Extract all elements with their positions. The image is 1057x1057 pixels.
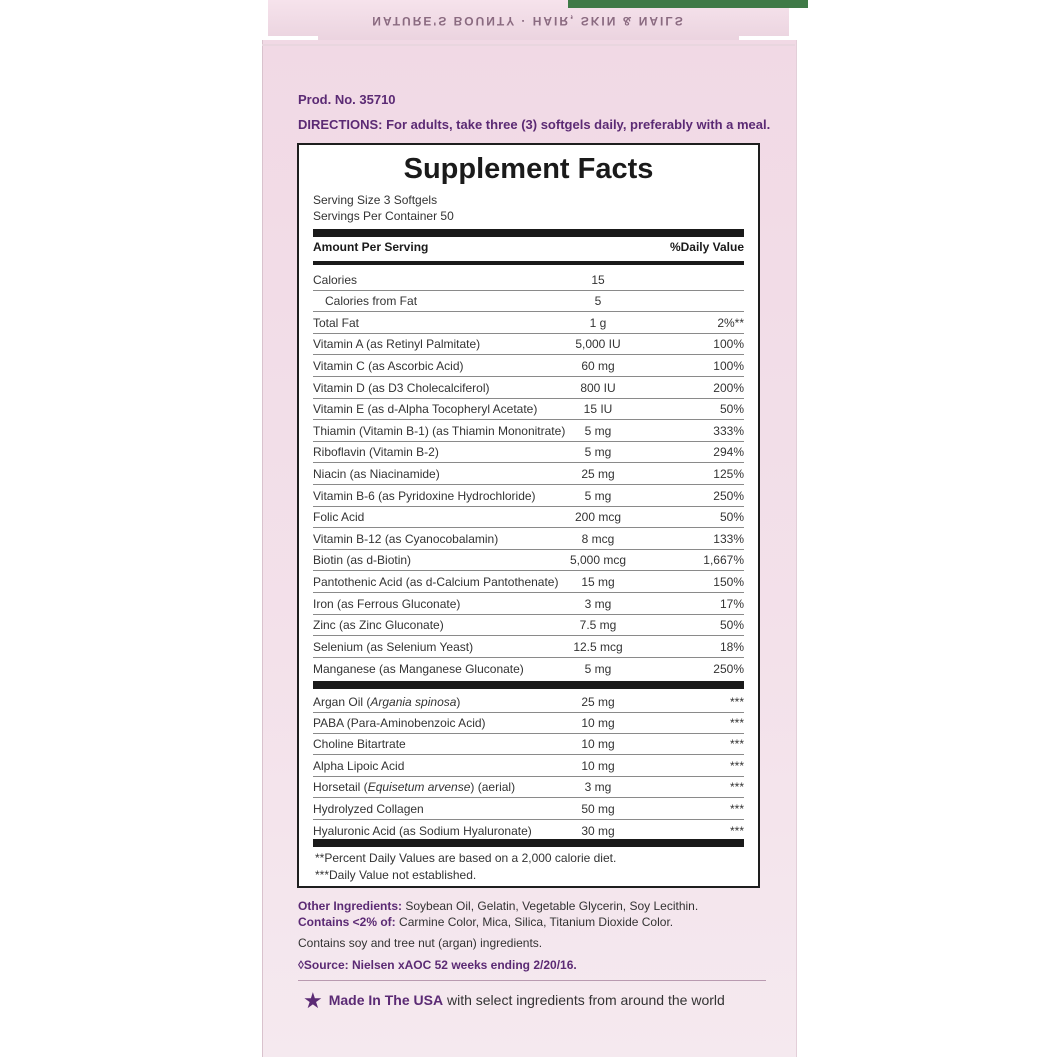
nutrient-daily-value: 50% <box>719 402 744 417</box>
ingredient-amount: 30 mg <box>581 823 615 838</box>
divider <box>298 980 766 981</box>
contains-label: Contains <2% of: <box>298 915 396 929</box>
ingredient-latin-name: Argania spinosa <box>370 694 457 709</box>
nutrient-amount: 12.5 mcg <box>573 639 623 654</box>
ingredient-name <box>313 759 404 773</box>
thick-rule-top <box>313 229 744 237</box>
nutrient-daily-value: 2%** <box>717 315 744 330</box>
ingredient-name <box>313 695 460 709</box>
nutrient-daily-value: 50% <box>719 618 744 633</box>
nutrient-amount: 5 mg <box>584 488 612 503</box>
nutrient-name: Vitamin D (as D3 Cholecalciferol) <box>313 380 490 395</box>
nutrient-amount: 800 IU <box>580 380 616 395</box>
directions: DIRECTIONS: For adults, take three (3) softgels daily, preferably with a meal. <box>298 117 771 132</box>
nutrient-name: Vitamin B-12 (as Cyanocobalamin) <box>313 531 499 546</box>
nutrient-name: Vitamin C (as Ascorbic Acid) <box>313 358 464 373</box>
ingredient-amount: 3 mg <box>584 780 612 795</box>
other-ingredients-label: Other Ingredients: <box>298 899 403 913</box>
made-in-usa <box>303 988 725 1014</box>
ingredient-amount: 50 mg <box>581 801 615 816</box>
ingredient-amount: 10 mg <box>581 737 615 752</box>
serving-size: Serving Size 3 Softgels <box>313 193 438 207</box>
ingredient-name <box>313 802 424 816</box>
table-row <box>313 269 744 291</box>
table-row <box>313 507 744 529</box>
nutrient-daily-value: 100% <box>713 358 744 373</box>
table-row <box>313 798 744 820</box>
table-row <box>313 819 744 841</box>
nutrient-daily-value: 333% <box>713 423 744 438</box>
nutrient-name: Vitamin E (as d-Alpha Tocopheryl Acetate) <box>313 402 538 417</box>
nutrient-daily-value: 17% <box>719 596 744 611</box>
ingredient-amount: 10 mg <box>581 758 615 773</box>
nutrient-daily-value: 100% <box>713 337 744 352</box>
nutrient-amount: 15 mg <box>581 574 615 589</box>
nutrient-amount: 200 mcg <box>574 510 622 525</box>
ingredient-daily-value: *** <box>729 780 744 795</box>
nutrient-name: Biotin (as d-Biotin) <box>313 553 412 568</box>
ingredient-name <box>313 716 486 730</box>
table-row <box>313 377 744 399</box>
nutrient-amount: 5,000 mcg <box>569 553 627 568</box>
nutrient-amount: 5,000 IU <box>575 337 621 352</box>
table-row <box>313 463 744 485</box>
table-row <box>313 312 744 334</box>
ingredient-name-text: Choline Bitartrate <box>313 737 406 752</box>
nutrient-amount: 7.5 mg <box>579 618 617 633</box>
flap-green-band <box>568 0 808 8</box>
other-ingredients <box>298 898 768 930</box>
nutrient-amount: 5 mg <box>584 662 612 677</box>
nutrient-amount: 15 <box>591 272 605 287</box>
nutrient-amount: 5 mg <box>584 423 612 438</box>
table-row <box>313 777 744 799</box>
nutrient-amount: 1 g <box>589 315 607 330</box>
nutrient-daily-value: 1,667% <box>703 553 744 568</box>
nutrient-name: Thiamin (Vitamin B-1) (as Thiamin Mononitrate) <box>313 423 566 438</box>
flap-mirrored-text: NATURE'S BOUNTY · HAIR, SKIN & NAILS <box>372 14 685 28</box>
daily-value-header: %Daily Value <box>669 240 744 254</box>
thick-rule-middle <box>313 681 744 689</box>
product-number: Prod. No. 35710 <box>298 92 396 107</box>
nutrient-amount: 15 IU <box>583 402 613 417</box>
nutrient-daily-value: 125% <box>713 466 744 481</box>
ingredient-name <box>313 737 406 751</box>
allergen-note: Contains soy and tree nut (argan) ingredients. <box>298 936 543 950</box>
ingredient-daily-value: *** <box>729 823 744 838</box>
nutrient-name: Calories from Fat <box>325 294 418 309</box>
ingredient-name <box>313 780 515 794</box>
footnote-daily-values: **Percent Daily Values are based on a 2,000 calorie diet. <box>315 851 617 865</box>
ingredient-daily-value: *** <box>729 694 744 709</box>
nutrient-amount: 60 mg <box>581 358 615 373</box>
nutrient-daily-value: 250% <box>713 662 744 677</box>
table-row <box>313 399 744 421</box>
table-row <box>313 658 744 680</box>
thick-rule-header <box>313 261 744 265</box>
table-row <box>313 734 744 756</box>
table-row <box>313 615 744 637</box>
nutrient-amount: 5 mg <box>584 445 612 460</box>
ingredient-daily-value: *** <box>729 715 744 730</box>
table-row <box>313 593 744 615</box>
ingredient-daily-value: *** <box>729 737 744 752</box>
made-in-rest: with select ingredients from around the world <box>443 992 725 1008</box>
nutrient-name: Zinc (as Zinc Gluconate) <box>313 618 444 633</box>
table-row <box>313 442 744 464</box>
ingredient-name-text: PABA (Para-Aminobenzoic Acid) <box>313 715 486 730</box>
table-row <box>313 485 744 507</box>
table-row <box>313 528 744 550</box>
ingredient-name-text: Hyaluronic Acid (as Sodium Hyaluronate) <box>313 823 532 838</box>
ingredient-name-suffix: ) <box>456 694 461 709</box>
nutrient-name: Riboflavin (Vitamin B-2) <box>313 445 439 460</box>
made-in-label: Made In The USA <box>328 992 444 1008</box>
footnote-not-established: ***Daily Value not established. <box>315 868 477 882</box>
nutrient-daily-value: 294% <box>713 445 744 460</box>
nutrient-amount: 25 mg <box>581 466 615 481</box>
nutrient-name: Folic Acid <box>313 510 365 525</box>
source-note: ◊Source: Nielsen xAOC 52 weeks ending 2/20/16. <box>298 958 577 972</box>
contains-text: Carmine Color, Mica, Silica, Titanium Dioxide Color. <box>395 915 674 929</box>
table-row <box>313 334 744 356</box>
table-row <box>313 712 744 734</box>
nutrient-amount: 8 mcg <box>581 531 615 546</box>
table-row <box>313 755 744 777</box>
ingredient-amount: 10 mg <box>581 715 615 730</box>
star-icon: ★ <box>303 988 323 1013</box>
nutrient-name: Calories <box>313 272 358 287</box>
table-row <box>313 291 744 313</box>
ingredient-name-text: Hydrolyzed Collagen <box>313 801 424 816</box>
nutrient-daily-value: 150% <box>713 574 744 589</box>
nutrient-daily-value: 18% <box>719 639 744 654</box>
thick-rule-bottom <box>313 839 744 847</box>
nutrient-name: Selenium (as Selenium Yeast) <box>313 639 474 654</box>
table-row <box>313 550 744 572</box>
ingredient-name-text: Argan Oil ( <box>313 694 371 709</box>
nutrient-daily-value: 200% <box>713 380 744 395</box>
nutrient-daily-value: 133% <box>713 531 744 546</box>
ingredient-name-text: Alpha Lipoic Acid <box>313 758 405 773</box>
nutrient-daily-value: 50% <box>719 510 744 525</box>
ingredient-daily-value: *** <box>729 801 744 816</box>
nutrient-name: Vitamin A (as Retinyl Palmitate) <box>313 337 481 352</box>
table-row <box>313 420 744 442</box>
table-row <box>313 355 744 377</box>
table-row <box>313 636 744 658</box>
table-row <box>313 691 744 713</box>
nutrient-daily-value: 250% <box>713 488 744 503</box>
box-edge-line <box>262 44 795 46</box>
nutrient-amount: 3 mg <box>584 596 612 611</box>
ingredient-name <box>313 824 532 838</box>
facts-title: Supplement Facts <box>403 153 654 185</box>
ingredient-name-text: Horsetail ( <box>313 780 368 795</box>
ingredient-name-suffix: ) (aerial) <box>470 780 516 795</box>
nutrient-name: Pantothenic Acid (as d-Calcium Pantothenate) <box>313 574 559 589</box>
nutrient-name: Manganese (as Manganese Gluconate) <box>313 662 524 677</box>
box-top-flap <box>268 0 789 45</box>
nutrient-amount: 5 <box>594 294 602 309</box>
amount-header-row <box>313 240 744 254</box>
other-ingredients-text: Soybean Oil, Gelatin, Vegetable Glycerin, Soy Lecithin. <box>402 899 699 913</box>
table-row <box>313 571 744 593</box>
ingredient-latin-name: Equisetum arvense <box>367 780 471 795</box>
amount-per-serving-label: Amount Per Serving <box>313 240 429 254</box>
nutrient-name: Total Fat <box>313 315 360 330</box>
nutrient-name: Vitamin B-6 (as Pyridoxine Hydrochloride) <box>313 488 536 503</box>
nutrient-name: Niacin (as Niacinamide) <box>313 466 440 481</box>
ingredient-amount: 25 mg <box>581 694 615 709</box>
ingredient-daily-value: *** <box>729 758 744 773</box>
nutrient-name: Iron (as Ferrous Gluconate) <box>313 596 461 611</box>
supplement-facts-panel <box>297 143 760 888</box>
servings-per-container: Servings Per Container 50 <box>313 209 454 223</box>
